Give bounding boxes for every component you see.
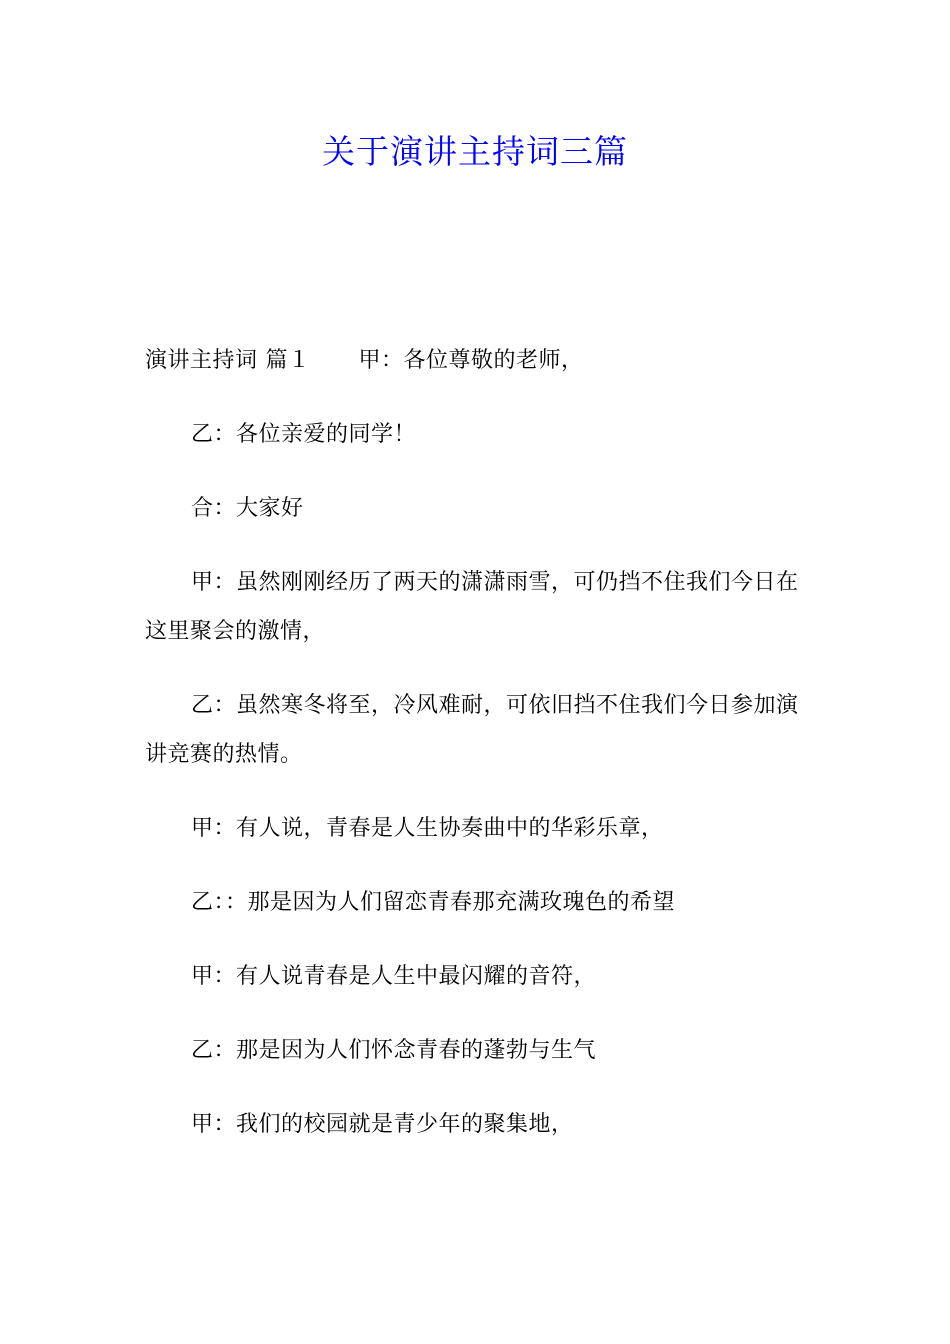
paragraph: 乙：各位亲爱的同学！ — [191, 422, 417, 447]
paragraph: 乙：：那是因为人们留恋青春那充满玫瑰色的希望 — [191, 890, 676, 915]
first-paragraph — [145, 336, 810, 385]
section-label: 篇１ — [265, 348, 311, 373]
paragraph: 甲：有人说，青春是人生协奏曲中的华彩乐章， — [191, 816, 664, 841]
paragraph: 甲：有人说青春是人生中最闪耀的音符， — [191, 964, 597, 989]
paragraph: 乙：虽然寒冬将至，冷风难耐，可依旧挡不住我们今日参加演讲竞赛的热情。 — [145, 693, 799, 767]
paragraph: 合：大家好 — [191, 496, 304, 521]
document-body — [145, 336, 810, 1174]
document-title: 关于演讲主持词三篇 — [322, 132, 628, 171]
speech-heading: 演讲主持词 — [145, 348, 258, 373]
paragraph: 乙：那是因为人们怀念青春的蓬勃与生气 — [191, 1038, 597, 1063]
first-line-text: 甲：各位尊敬的老师， — [358, 348, 584, 373]
paragraph: 甲：虽然刚刚经历了两天的潇潇雨雪，可仍挡不住我们今日在这里聚会的激情， — [145, 570, 799, 644]
paragraph: 甲：我们的校园就是青少年的聚集地， — [191, 1112, 574, 1137]
